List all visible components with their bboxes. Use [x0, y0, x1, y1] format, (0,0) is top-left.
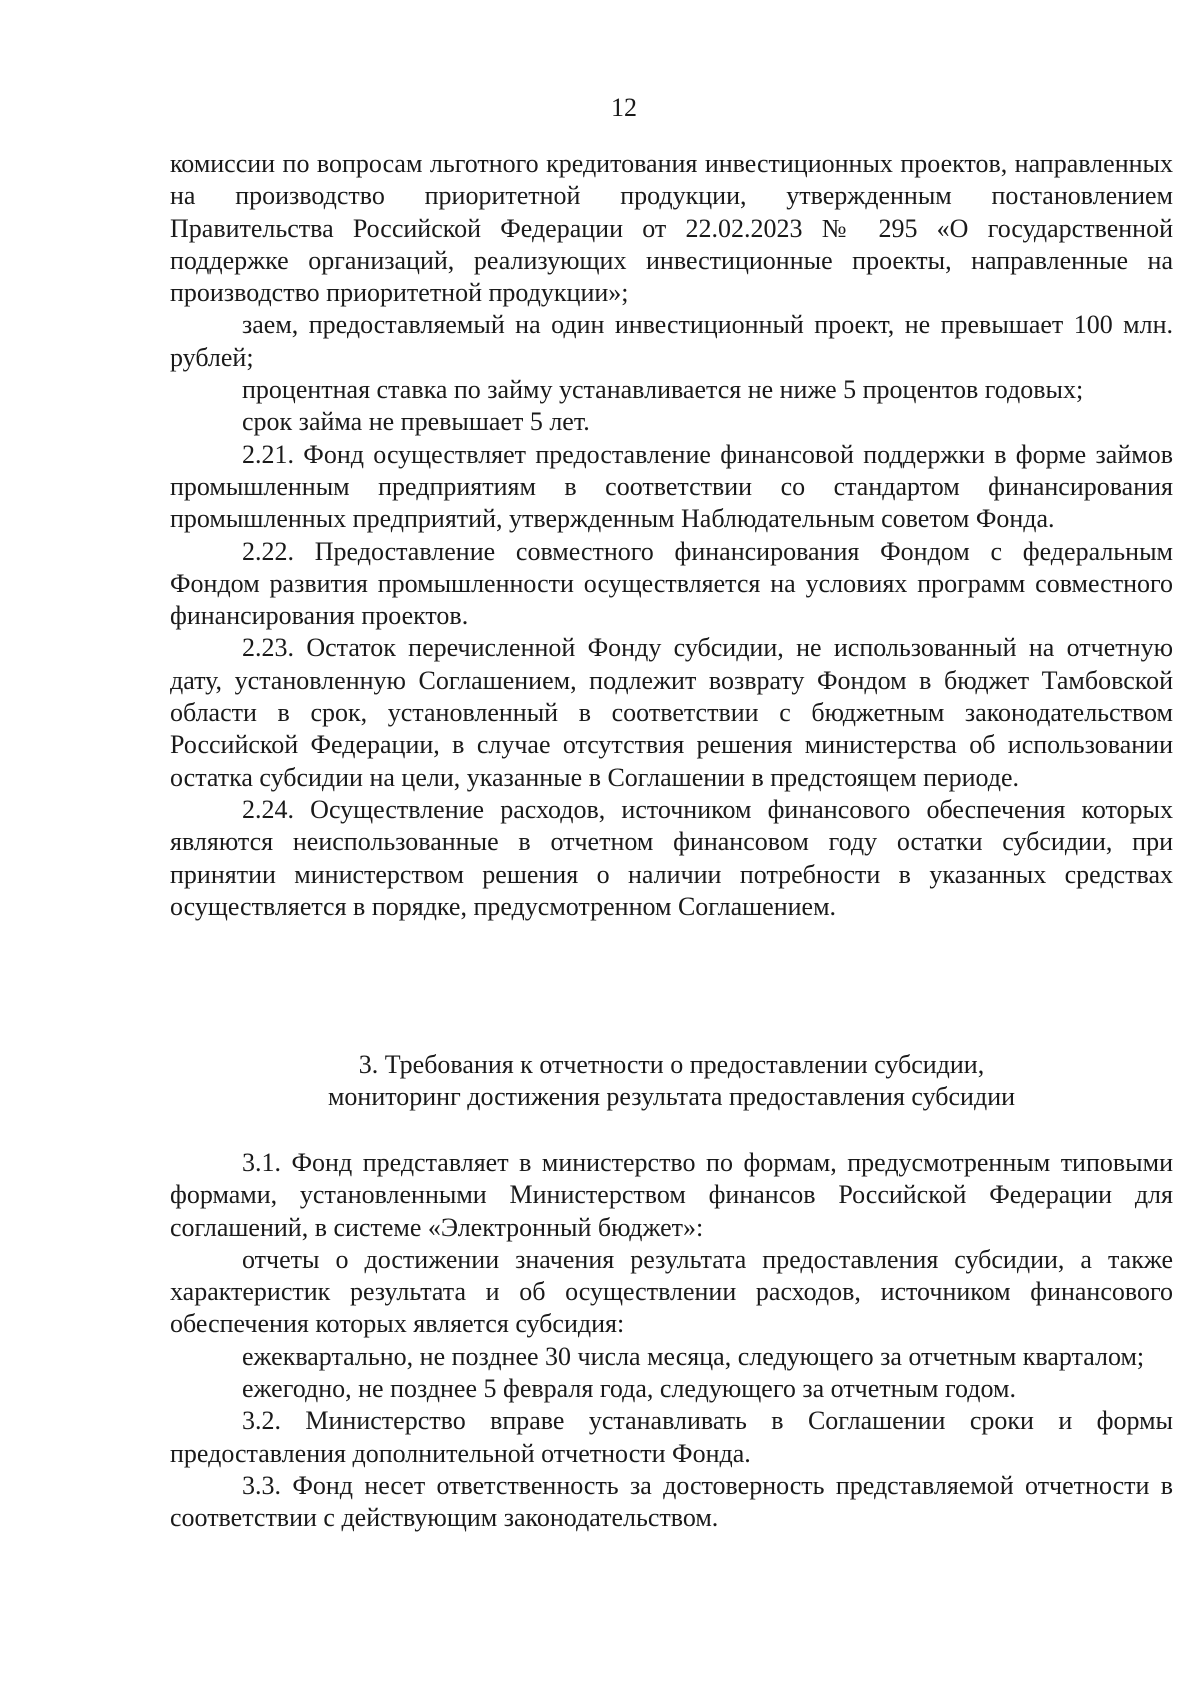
paragraph-loan-limit: заем, предоставляемый на один инвестиционный проект, не превышает 100 млн. рублей; [170, 310, 1173, 372]
section-heading-line-1: 3. Требования к отчетности о предоставлении субсидии, [358, 1050, 985, 1079]
paragraph-continuation: комиссии по вопросам льготного кредитования инвестиционных проектов, направленных на производство приоритетной продукции, утвержденным постановлением Правительства Российской Федерации от 22.02.2023 № 295 «О государственной поддержке организаций, реализующих инвестиционные проекты, направленные на производство приоритетной продукции»; [170, 149, 1173, 308]
paragraph-reports: отчеты о достижении значения результата предоставления субсидии, а также характеристик результата и об осуществлении расходов, источником финансового обеспечения которых является субсидия: [170, 1244, 1173, 1339]
paragraph-2-21: 2.21. Фонд осуществляет предоставление финансовой поддержки в форме займов промышленным предприятиям в соответствии со стандартом финансирования промышленных предприятий, утвержденным Наблюдательным советом Фонда. [170, 439, 1173, 534]
paragraph-loan-term: срок займа не превышает 5 лет. [242, 407, 590, 437]
section-heading [170, 1049, 1173, 1113]
body-text-lower [170, 1147, 1173, 1535]
paragraph-interest-rate: процентная ставка по займу устанавливается не ниже 5 процентов годовых; [242, 375, 1084, 405]
body-text-upper [170, 148, 1173, 923]
paragraph-3-1: 3.1. Фонд представляет в министерство по формам, предусмотренным типовыми формами, установленными Министерством финансов Российской Федерации для соглашений, в системе «Электронный бюджет»: [170, 1148, 1173, 1242]
paragraph-2-23: 2.23. Остаток перечисленной Фонду субсидии, не использованный на отчетную дату, установленную Соглашением, подлежит возврату Фондом в бюджет Тамбовской области в срок, установленный в соответствии с бюджетным законодательством Российской Федерации, в случае отсутствия решения министерства об использовании остатка субсидии на цели, указанные в Соглашении в предстоящем периоде. [170, 633, 1173, 792]
paragraph-2-24: 2.24. Осуществление расходов, источником финансового обеспечения которых являются неиспользованные в отчетном финансовом году остатки субсидии, при принятии министерством решения о наличии потребности в указанных средствах осуществляется в порядке, предусмотренном Соглашением. [170, 794, 1173, 921]
paragraph-2-22: 2.22. Предоставление совместного финансирования Фондом с федеральным Фондом развития промышленности осуществляется на условиях программ совместного финансирования проектов. [170, 536, 1173, 631]
paragraph-3-2: 3.2. Министерство вправе устанавливать в Соглашении сроки и формы предоставления дополнительной отчетности Фонда. [170, 1406, 1173, 1468]
paragraph-3-3: 3.3. Фонд несет ответственность за достоверность представляемой отчетности в соответствии с действующим законодательством. [170, 1470, 1173, 1533]
paragraph-annually: ежегодно, не позднее 5 февраля года, следующего за отчетным годом. [242, 1374, 1016, 1404]
section-heading-line-2: мониторинг достижения результата предоставления субсидии [327, 1082, 1016, 1111]
paragraph-quarterly: ежеквартально, не позднее 30 числа месяца, следующего за отчетным кварталом; [242, 1341, 1145, 1371]
page-number: 12 [611, 93, 637, 122]
